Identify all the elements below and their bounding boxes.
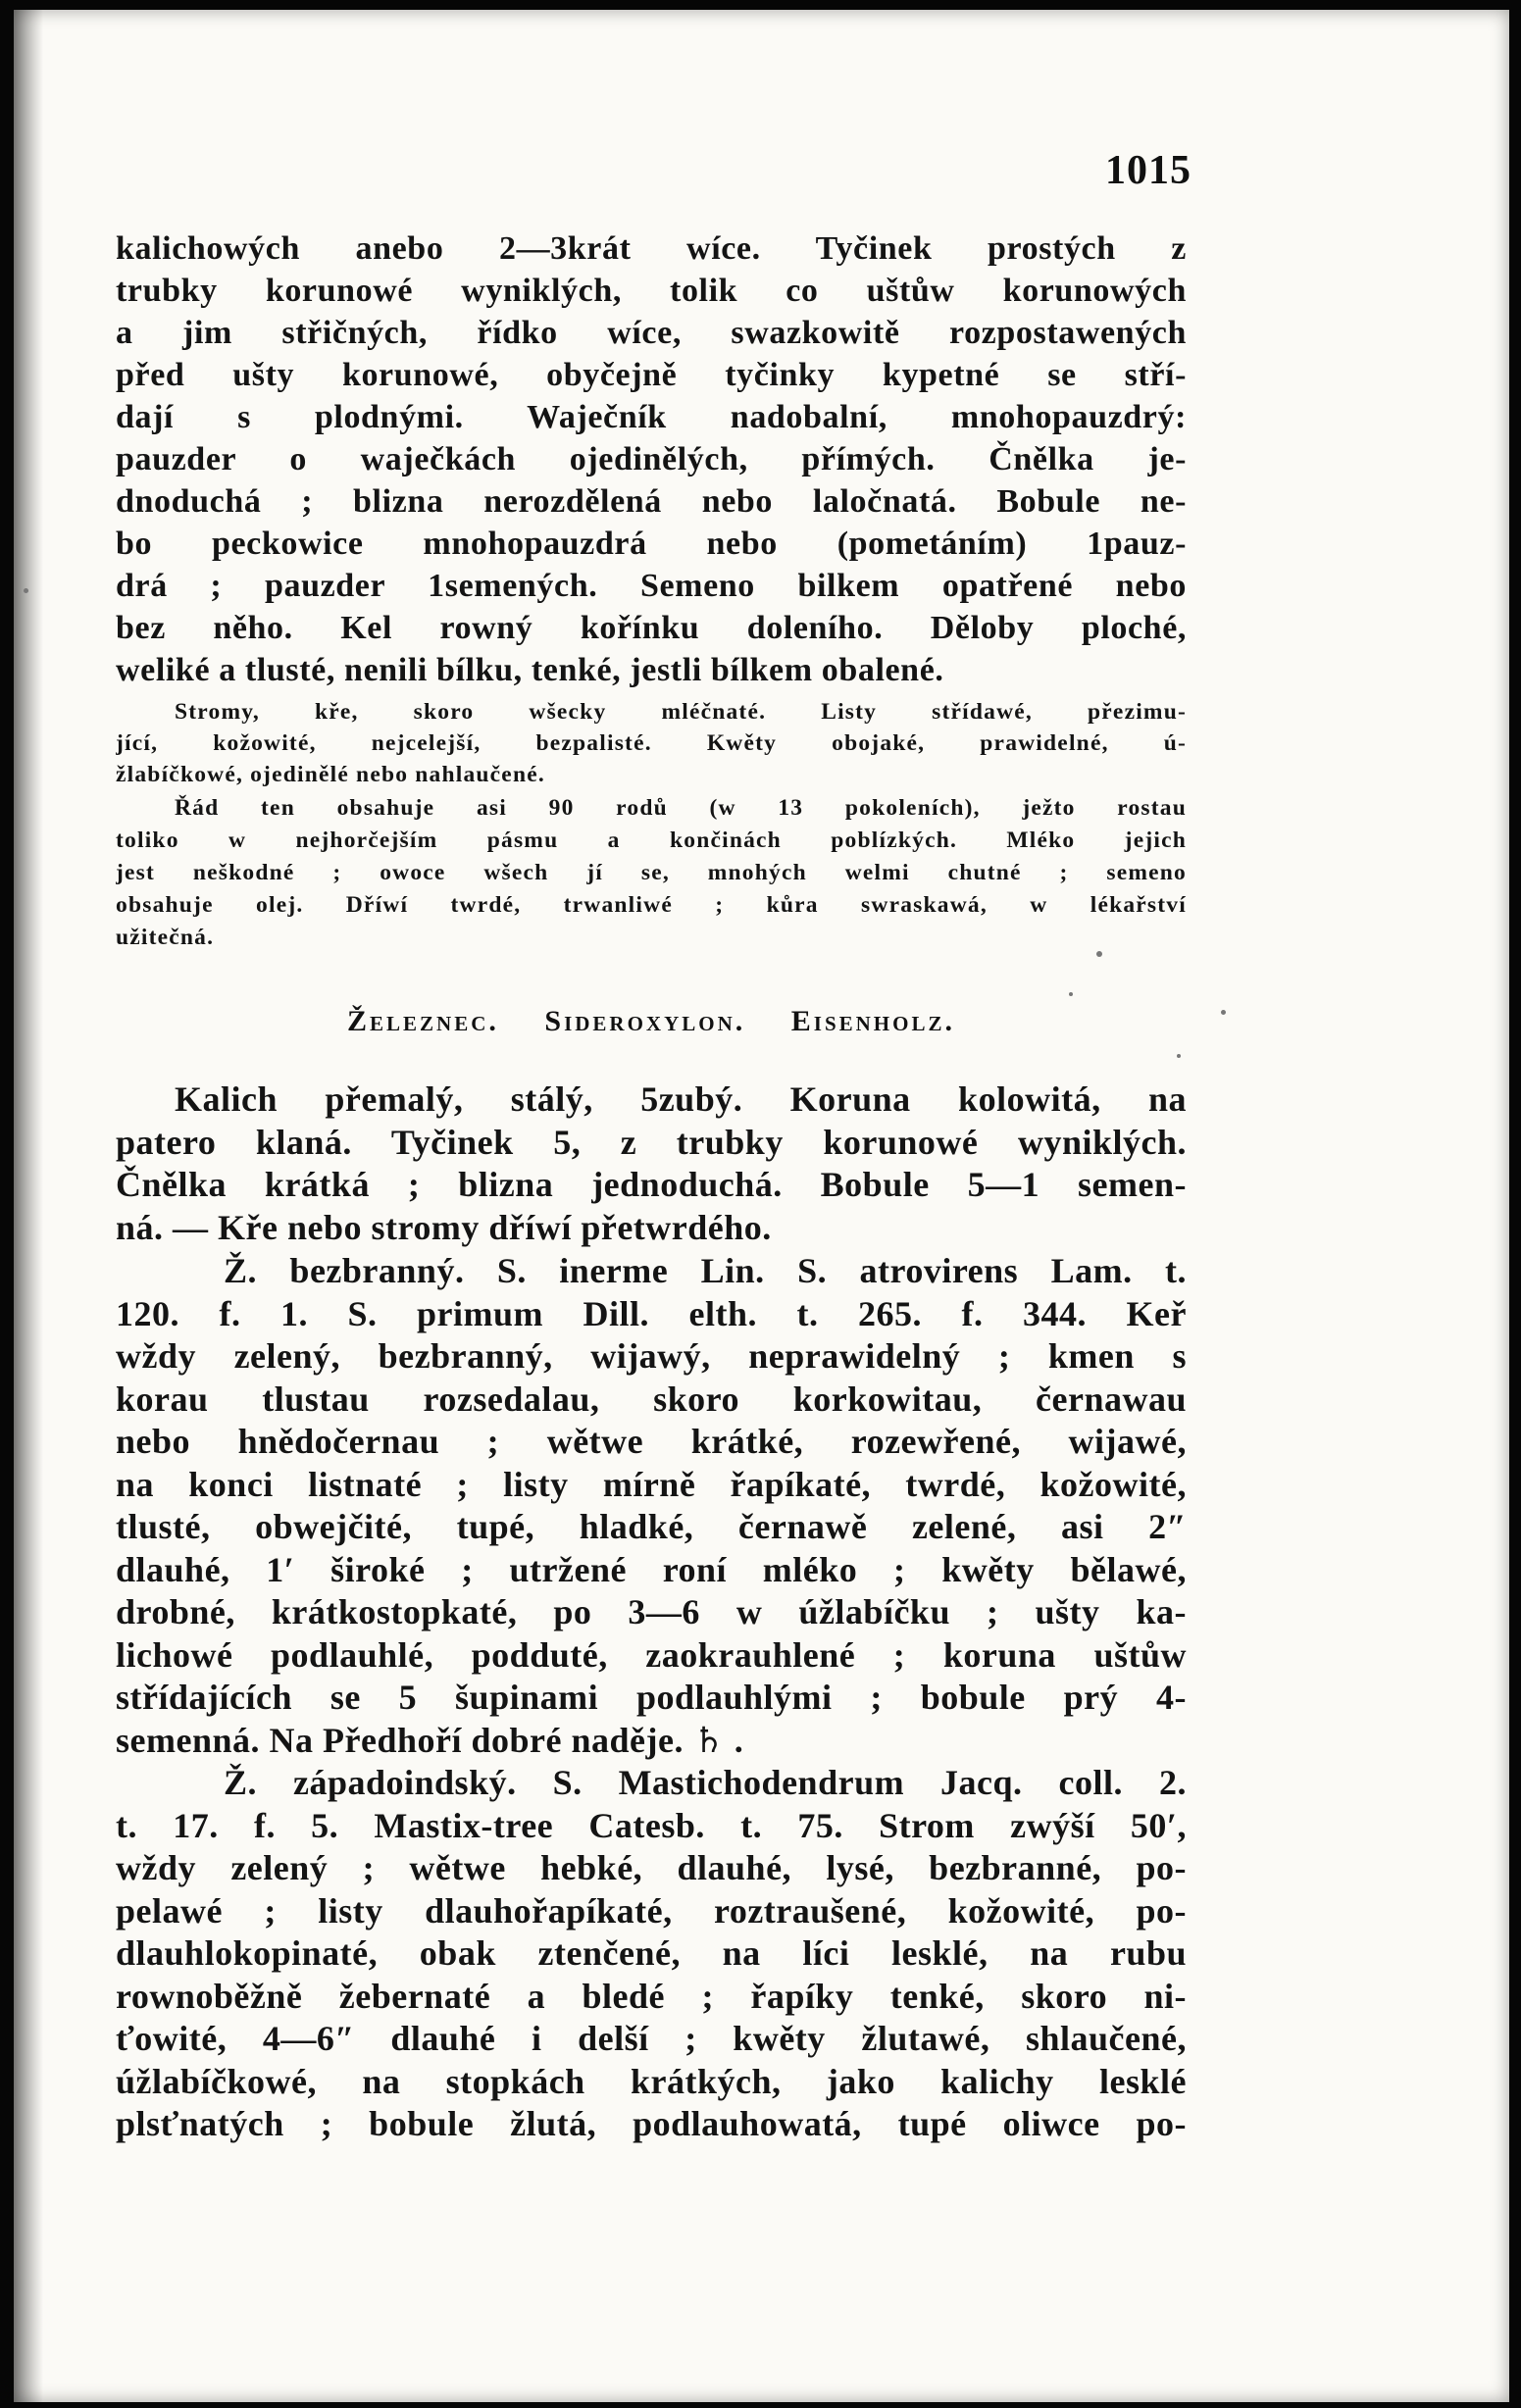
text-line: před ušty korunowé, obyčejně tyčinky kypetné se stří-: [116, 357, 1187, 393]
ink-speck: [1096, 951, 1102, 957]
page-edge-shadow: [14, 10, 43, 2402]
text-line: jící, kožowité, nejcelejší, bezpalisté. Kwěty obojaké, prawidelné, ú-: [116, 730, 1187, 756]
text-line: trubky korunowé wyniklých, tolik co uštůw korunowých: [116, 273, 1187, 309]
genus-description: [116, 1079, 1187, 1249]
text-line: drobné, krátkostopkaté, po 3—6 w úžlabíčku ; ušty ka-: [116, 1592, 1187, 1631]
ink-speck: [1177, 1054, 1181, 1058]
text-line: bez něho. Kel rowný kořínku doleního. Děloby ploché,: [116, 610, 1187, 646]
text-line: nebo hnědočernau ; wětwe krátké, rozewřené, wijawé,: [116, 1422, 1187, 1461]
text-line: wždy zelený, bezbranný, wijawý, neprawidelný ; kmen s: [116, 1336, 1187, 1376]
text-line: bo peckowice mnohopauzdrá nebo (pometáním) 1pauz-: [116, 526, 1187, 562]
text-line: dlauhlokopinaté, obak ztenčené, na líci lesklé, na rubu: [116, 1933, 1187, 1973]
text-line: úžlabíčkowé, na stopkách krátkých, jako kalichy lesklé: [116, 2061, 1187, 2101]
text-line: Kalich přemalý, stálý, 5zubý. Koruna kolowitá, na: [175, 1079, 1187, 1119]
species-mastichodendrum: [116, 1762, 1187, 2146]
text-line: Stromy, kře, skoro wšecky mléčnaté. Listy střídawé, přezimu-: [175, 699, 1187, 725]
text-line: ťowité, 4—6″ dlauhé i delší ; kwěty žlutawé, shlaučené,: [116, 2019, 1187, 2058]
text-line: pauzder o waječkách ojedinělých, přímých. Čnělka je-: [116, 441, 1187, 477]
text-line: jest neškodné ; owoce wšech jí se, mnohých welmi chutné ; semeno: [116, 860, 1187, 885]
text-line: Ž. bezbranný. S. inerme Lin. S. atrovirens Lam. t.: [224, 1251, 1187, 1290]
text-line: rownoběžně žebernaté a bledé ; řapíky tenké, skoro ni-: [116, 1976, 1187, 2016]
text-line: užitečná.: [116, 925, 215, 950]
text-line: obsahuje olej. Dříwí twrdé, trwanliwé ; kůra swraskawá, w lékařství: [116, 892, 1187, 918]
text-line: dají s plodnými. Waječník nadobalní, mnohopauzdrý:: [116, 399, 1187, 435]
family-characteristics: [116, 696, 1187, 790]
text-line: dnoduchá ; blizna nerozdělená nebo laločnatá. Bobule ne-: [116, 483, 1187, 520]
text-line: tlusté, obwejčité, tupé, hladké, černawě zelené, asi 2″: [116, 1507, 1187, 1546]
text-line: lichowé podlauhlé, podduté, zaokrauhlené ; koruna uštůw: [116, 1634, 1187, 1675]
text-line: toliko w nejhorčejším pásmu a končinách poblízkých. Mléko jejich: [116, 828, 1187, 853]
text-line: semenná. Na Předhoří dobré naděje. ♄ .: [116, 1720, 744, 1760]
genus-name-latin: Sideroxylon.: [544, 1005, 746, 1037]
text-line: patero klaná. Tyčinek 5, z trubky korunowé wyniklých.: [116, 1122, 1187, 1162]
text-line: žlabíčkowé, ojedinělé nebo nahlaučené.: [116, 762, 545, 787]
text-line: na konci listnaté ; listy mírně řapíkaté, twrdé, kožowité,: [116, 1464, 1187, 1504]
species-inerme: [116, 1250, 1187, 1762]
text-line: t. 17. f. 5. Mastix-tree Catesb. t. 75. Strom zwýší 50′,: [116, 1805, 1187, 1845]
text-line: Ž. západoindský. S. Mastichodendrum Jacq. coll. 2.: [224, 1763, 1187, 1802]
genus-heading: [116, 1005, 1187, 1038]
text-line: Čnělka krátká ; blizna jednoduchá. Bobule 5—1 semen-: [116, 1165, 1187, 1204]
ink-speck: [24, 588, 28, 593]
text-line: kalichowých anebo 2—3krát wíce. Tyčinek prostých z: [116, 230, 1187, 267]
text-line: weliké a tlusté, nenili bílku, tenké, jestli bílkem obalené.: [116, 652, 944, 688]
text-line: pelawé ; listy dlauhořapíkaté, roztraušené, kožowité, po-: [116, 1890, 1187, 1931]
page-number: 1015: [1105, 148, 1191, 193]
genus-name-german: Eisenholz.: [790, 1005, 955, 1037]
text-line: plsťnatých ; bobule žlutá, podlauhowatá, tupé oliwce po-: [116, 2104, 1187, 2143]
text-line: střídajících se 5 šupinami podlauhlými ; bobule prý 4-: [116, 1678, 1187, 1717]
text-line: ná. — Kře nebo stromy dříwí přetwrdého.: [116, 1207, 772, 1247]
text-line: drá ; pauzder 1semených. Semeno bilkem opatřené nebo: [116, 568, 1187, 604]
ink-speck: [1069, 992, 1073, 996]
text-line: Řád ten obsahuje asi 90 rodů (w 13 pokoleních), ježto rostau: [175, 795, 1187, 821]
text-line: korau tlustau rozsedalau, skoro korkowitau, černawau: [116, 1379, 1187, 1419]
genus-name-czech: Železnec.: [347, 1005, 499, 1037]
top-paragraph: [116, 227, 1187, 691]
text-line: a jim střičných, řídko wíce, swazkowitě rozpostawených: [116, 315, 1187, 351]
text-line: wždy zelený ; wětwe hebké, dlauhé, lysé, bezbranné, po-: [116, 1848, 1187, 1887]
family-distribution: [116, 792, 1187, 954]
text-line: 120. f. 1. S. primum Dill. elth. t. 265. f. 344. Keř: [116, 1293, 1187, 1333]
ink-speck: [1221, 1010, 1226, 1015]
text-line: dlauhé, 1′ široké ; utržené roní mléko ; kwěty bělawé,: [116, 1549, 1187, 1589]
